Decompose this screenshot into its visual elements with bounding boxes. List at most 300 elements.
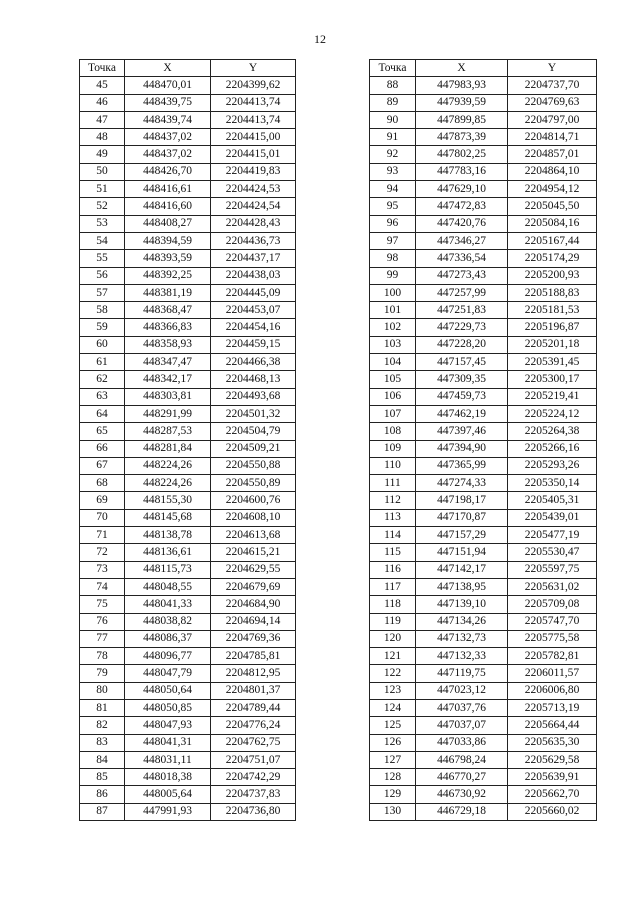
y-coordinate-cell: 2205597,75	[508, 561, 597, 578]
x-coordinate-cell: 448115,73	[125, 561, 211, 578]
x-coordinate-cell: 446798,24	[416, 751, 508, 768]
table-row	[80, 457, 296, 474]
x-coordinate-cell: 448041,31	[125, 734, 211, 751]
y-coordinate-cell: 2206011,57	[508, 665, 597, 682]
table-row	[80, 129, 296, 146]
x-coordinate-cell: 448048,55	[125, 578, 211, 595]
point-number-cell: 66	[80, 440, 125, 457]
y-coordinate-cell: 2205045,50	[508, 198, 597, 215]
table-row	[370, 423, 597, 440]
x-coordinate-cell: 448047,93	[125, 717, 211, 734]
point-number-cell: 73	[80, 561, 125, 578]
x-coordinate-cell: 448136,61	[125, 544, 211, 561]
y-coordinate-cell: 2205350,14	[508, 475, 597, 492]
x-coordinate-cell: 447420,76	[416, 215, 508, 232]
x-coordinate-cell: 447132,33	[416, 648, 508, 665]
point-number-cell: 55	[80, 250, 125, 267]
table-row	[80, 717, 296, 734]
table-row	[80, 354, 296, 371]
x-coordinate-cell: 448050,85	[125, 699, 211, 716]
x-coordinate-cell: 448342,17	[125, 371, 211, 388]
point-number-cell: 101	[370, 302, 416, 319]
coordinates-table-right	[369, 59, 597, 821]
point-number-cell: 114	[370, 527, 416, 544]
table-row	[80, 769, 296, 786]
point-number-cell: 97	[370, 232, 416, 249]
x-coordinate-cell: 447023,12	[416, 682, 508, 699]
x-coordinate-cell: 448287,53	[125, 423, 211, 440]
y-coordinate-cell: 2204509,21	[211, 440, 296, 457]
point-number-cell: 61	[80, 354, 125, 371]
x-coordinate-cell: 448303,81	[125, 388, 211, 405]
x-coordinate-cell: 448408,27	[125, 215, 211, 232]
x-coordinate-cell: 448393,59	[125, 250, 211, 267]
table-row	[80, 613, 296, 630]
table-row	[370, 232, 597, 249]
x-coordinate-cell: 448281,84	[125, 440, 211, 457]
coordinates-table-left	[79, 59, 296, 821]
y-coordinate-cell: 2204684,90	[211, 596, 296, 613]
point-number-cell: 92	[370, 146, 416, 163]
table-row	[80, 648, 296, 665]
x-coordinate-cell: 448086,37	[125, 630, 211, 647]
point-number-cell: 82	[80, 717, 125, 734]
x-coordinate-cell: 448224,26	[125, 475, 211, 492]
table-row	[370, 475, 597, 492]
x-coordinate-cell: 447629,10	[416, 181, 508, 198]
y-coordinate-cell: 2205629,58	[508, 751, 597, 768]
y-coordinate-cell: 2204608,10	[211, 509, 296, 526]
y-coordinate-cell: 2204600,76	[211, 492, 296, 509]
table-row	[370, 630, 597, 647]
table-row	[80, 405, 296, 422]
table-row	[370, 734, 597, 751]
point-number-cell: 98	[370, 250, 416, 267]
point-number-cell: 116	[370, 561, 416, 578]
point-number-cell: 86	[80, 786, 125, 803]
table-row	[370, 665, 597, 682]
table-row	[80, 630, 296, 647]
table-row	[80, 440, 296, 457]
point-number-cell: 104	[370, 354, 416, 371]
x-coordinate-cell: 447033,86	[416, 734, 508, 751]
table-row	[80, 561, 296, 578]
point-number-cell: 76	[80, 613, 125, 630]
point-number-cell: 100	[370, 284, 416, 301]
x-coordinate-cell: 448096,77	[125, 648, 211, 665]
table-row	[80, 198, 296, 215]
y-coordinate-cell: 2204550,89	[211, 475, 296, 492]
point-number-cell: 47	[80, 111, 125, 128]
point-number-cell: 53	[80, 215, 125, 232]
x-coordinate-cell: 447134,26	[416, 613, 508, 630]
table-row	[80, 215, 296, 232]
x-coordinate-cell: 447151,94	[416, 544, 508, 561]
x-coordinate-cell: 447802,25	[416, 146, 508, 163]
column-header-point: Точка	[80, 60, 125, 77]
y-coordinate-cell: 2205635,30	[508, 734, 597, 751]
y-coordinate-cell: 2205293,26	[508, 457, 597, 474]
table-row	[370, 198, 597, 215]
y-coordinate-cell: 2205196,87	[508, 319, 597, 336]
y-coordinate-cell: 2205530,47	[508, 544, 597, 561]
y-coordinate-cell: 2204459,15	[211, 336, 296, 353]
table-row	[370, 405, 597, 422]
table-row	[370, 388, 597, 405]
y-coordinate-cell: 2205391,45	[508, 354, 597, 371]
x-coordinate-cell: 448347,47	[125, 354, 211, 371]
point-number-cell: 118	[370, 596, 416, 613]
table-row	[370, 94, 597, 111]
x-coordinate-cell: 448138,78	[125, 527, 211, 544]
table-row	[80, 371, 296, 388]
table-row	[370, 129, 597, 146]
y-coordinate-cell: 2204742,29	[211, 769, 296, 786]
x-coordinate-cell: 448018,38	[125, 769, 211, 786]
point-number-cell: 130	[370, 803, 416, 820]
table-row	[80, 388, 296, 405]
y-coordinate-cell: 2204762,75	[211, 734, 296, 751]
x-coordinate-cell: 447257,99	[416, 284, 508, 301]
table-row	[80, 250, 296, 267]
table-row	[80, 734, 296, 751]
point-number-cell: 58	[80, 302, 125, 319]
x-coordinate-cell: 448224,26	[125, 457, 211, 474]
y-coordinate-cell: 2205219,41	[508, 388, 597, 405]
table-row	[80, 267, 296, 284]
table-row	[370, 596, 597, 613]
y-coordinate-cell: 2206006,80	[508, 682, 597, 699]
table-row	[80, 492, 296, 509]
x-coordinate-cell: 448050,64	[125, 682, 211, 699]
table-row	[80, 232, 296, 249]
point-number-cell: 52	[80, 198, 125, 215]
y-coordinate-cell: 2205747,70	[508, 613, 597, 630]
table-row	[370, 440, 597, 457]
point-number-cell: 69	[80, 492, 125, 509]
y-coordinate-cell: 2205174,29	[508, 250, 597, 267]
point-number-cell: 84	[80, 751, 125, 768]
x-coordinate-cell: 448005,64	[125, 786, 211, 803]
table-row	[80, 111, 296, 128]
x-coordinate-cell: 447229,73	[416, 319, 508, 336]
x-coordinate-cell: 448145,68	[125, 509, 211, 526]
x-coordinate-cell: 447336,54	[416, 250, 508, 267]
y-coordinate-cell: 2204428,43	[211, 215, 296, 232]
table-row	[80, 665, 296, 682]
table-row	[80, 751, 296, 768]
x-coordinate-cell: 447037,76	[416, 699, 508, 716]
x-coordinate-cell: 447394,90	[416, 440, 508, 457]
x-coordinate-cell: 447873,39	[416, 129, 508, 146]
table-row	[370, 457, 597, 474]
x-coordinate-cell: 447228,20	[416, 336, 508, 353]
table-row	[370, 215, 597, 232]
point-number-cell: 108	[370, 423, 416, 440]
y-coordinate-cell: 2204454,16	[211, 319, 296, 336]
y-coordinate-cell: 2204814,71	[508, 129, 597, 146]
y-coordinate-cell: 2205188,83	[508, 284, 597, 301]
table-row	[80, 423, 296, 440]
x-coordinate-cell: 447365,99	[416, 457, 508, 474]
point-number-cell: 102	[370, 319, 416, 336]
table-row	[80, 786, 296, 803]
x-coordinate-cell: 448437,02	[125, 129, 211, 146]
table-row	[370, 336, 597, 353]
column-header-point: Точка	[370, 60, 416, 77]
table-row	[80, 475, 296, 492]
table-row	[80, 77, 296, 94]
table-row	[370, 699, 597, 716]
table-row	[370, 648, 597, 665]
y-coordinate-cell: 2204751,07	[211, 751, 296, 768]
table-row	[80, 336, 296, 353]
table-row	[370, 682, 597, 699]
x-coordinate-cell: 448439,75	[125, 94, 211, 111]
table-row	[370, 578, 597, 595]
point-number-cell: 95	[370, 198, 416, 215]
point-number-cell: 54	[80, 232, 125, 249]
column-header-x: X	[416, 60, 508, 77]
y-coordinate-cell: 2205266,16	[508, 440, 597, 457]
table-row	[370, 803, 597, 820]
x-coordinate-cell: 448437,02	[125, 146, 211, 163]
x-coordinate-cell: 446729,18	[416, 803, 508, 820]
y-coordinate-cell: 2205660,02	[508, 803, 597, 820]
y-coordinate-cell: 2204453,07	[211, 302, 296, 319]
y-coordinate-cell: 2205181,53	[508, 302, 597, 319]
y-coordinate-cell: 2205662,70	[508, 786, 597, 803]
x-coordinate-cell: 448155,30	[125, 492, 211, 509]
table-row	[370, 146, 597, 163]
point-number-cell: 81	[80, 699, 125, 716]
table-row	[370, 717, 597, 734]
point-number-cell: 79	[80, 665, 125, 682]
y-coordinate-cell: 2204413,74	[211, 94, 296, 111]
column-header-x: X	[125, 60, 211, 77]
y-coordinate-cell: 2205264,38	[508, 423, 597, 440]
table-row	[370, 163, 597, 180]
x-coordinate-cell: 447251,83	[416, 302, 508, 319]
y-coordinate-cell: 2205631,02	[508, 578, 597, 595]
table-row	[370, 544, 597, 561]
point-number-cell: 87	[80, 803, 125, 820]
point-number-cell: 71	[80, 527, 125, 544]
y-coordinate-cell: 2204419,83	[211, 163, 296, 180]
point-number-cell: 96	[370, 215, 416, 232]
point-number-cell: 112	[370, 492, 416, 509]
x-coordinate-cell: 447346,27	[416, 232, 508, 249]
point-number-cell: 65	[80, 423, 125, 440]
point-number-cell: 90	[370, 111, 416, 128]
point-number-cell: 121	[370, 648, 416, 665]
x-coordinate-cell: 447472,83	[416, 198, 508, 215]
table-row	[80, 302, 296, 319]
x-coordinate-cell: 448038,82	[125, 613, 211, 630]
x-coordinate-cell: 448416,60	[125, 198, 211, 215]
point-number-cell: 129	[370, 786, 416, 803]
point-number-cell: 117	[370, 578, 416, 595]
y-coordinate-cell: 2204424,53	[211, 181, 296, 198]
table-row	[370, 284, 597, 301]
point-number-cell: 80	[80, 682, 125, 699]
x-coordinate-cell: 448426,70	[125, 163, 211, 180]
table-row	[80, 682, 296, 699]
point-number-cell: 125	[370, 717, 416, 734]
x-coordinate-cell: 447939,59	[416, 94, 508, 111]
x-coordinate-cell: 447198,17	[416, 492, 508, 509]
x-coordinate-cell: 447991,93	[125, 803, 211, 820]
page-number: 12	[314, 32, 326, 46]
y-coordinate-cell: 2205084,16	[508, 215, 597, 232]
table-row	[80, 94, 296, 111]
y-coordinate-cell: 2204424,54	[211, 198, 296, 215]
y-coordinate-cell: 2204769,36	[211, 630, 296, 647]
column-header-y: Y	[508, 60, 597, 77]
point-number-cell: 123	[370, 682, 416, 699]
y-coordinate-cell: 2204466,38	[211, 354, 296, 371]
x-coordinate-cell: 448416,61	[125, 181, 211, 198]
x-coordinate-cell: 448366,83	[125, 319, 211, 336]
y-coordinate-cell: 2204493,68	[211, 388, 296, 405]
table-row	[80, 146, 296, 163]
point-number-cell: 122	[370, 665, 416, 682]
point-number-cell: 88	[370, 77, 416, 94]
table-row	[80, 509, 296, 526]
x-coordinate-cell: 447157,45	[416, 354, 508, 371]
y-coordinate-cell: 2204736,80	[211, 803, 296, 820]
x-coordinate-cell: 448041,33	[125, 596, 211, 613]
point-number-cell: 106	[370, 388, 416, 405]
y-coordinate-cell: 2205639,91	[508, 769, 597, 786]
x-coordinate-cell: 448392,25	[125, 267, 211, 284]
x-coordinate-cell: 448358,93	[125, 336, 211, 353]
table-row	[370, 267, 597, 284]
y-coordinate-cell: 2204797,00	[508, 111, 597, 128]
table-row	[80, 544, 296, 561]
table-row	[370, 250, 597, 267]
point-number-cell: 68	[80, 475, 125, 492]
x-coordinate-cell: 447983,93	[416, 77, 508, 94]
y-coordinate-cell: 2205439,01	[508, 509, 597, 526]
column-header-y: Y	[211, 60, 296, 77]
y-coordinate-cell: 2204812,95	[211, 665, 296, 682]
x-coordinate-cell: 448368,47	[125, 302, 211, 319]
y-coordinate-cell: 2204864,10	[508, 163, 597, 180]
y-coordinate-cell: 2205224,12	[508, 405, 597, 422]
x-coordinate-cell: 448047,79	[125, 665, 211, 682]
table-row	[370, 561, 597, 578]
x-coordinate-cell: 448439,74	[125, 111, 211, 128]
table-row	[370, 613, 597, 630]
point-number-cell: 67	[80, 457, 125, 474]
x-coordinate-cell: 447157,29	[416, 527, 508, 544]
table-row	[80, 181, 296, 198]
point-number-cell: 103	[370, 336, 416, 353]
y-coordinate-cell: 2205300,17	[508, 371, 597, 388]
table-row	[80, 699, 296, 716]
table-row	[370, 509, 597, 526]
x-coordinate-cell: 447037,07	[416, 717, 508, 734]
x-coordinate-cell: 447170,87	[416, 509, 508, 526]
x-coordinate-cell: 447132,73	[416, 630, 508, 647]
y-coordinate-cell: 2205477,19	[508, 527, 597, 544]
y-coordinate-cell: 2205200,93	[508, 267, 597, 284]
y-coordinate-cell: 2204415,01	[211, 146, 296, 163]
point-number-cell: 74	[80, 578, 125, 595]
y-coordinate-cell: 2204399,62	[211, 77, 296, 94]
x-coordinate-cell: 448381,19	[125, 284, 211, 301]
x-coordinate-cell: 447273,43	[416, 267, 508, 284]
table-row	[80, 578, 296, 595]
y-coordinate-cell: 2204550,88	[211, 457, 296, 474]
point-number-cell: 57	[80, 284, 125, 301]
x-coordinate-cell: 448394,59	[125, 232, 211, 249]
point-number-cell: 45	[80, 77, 125, 94]
y-coordinate-cell: 2204857,01	[508, 146, 597, 163]
table-row	[370, 527, 597, 544]
point-number-cell: 124	[370, 699, 416, 716]
table-row	[370, 354, 597, 371]
table-row	[370, 319, 597, 336]
point-number-cell: 56	[80, 267, 125, 284]
x-coordinate-cell: 447138,95	[416, 578, 508, 595]
y-coordinate-cell: 2204769,63	[508, 94, 597, 111]
y-coordinate-cell: 2205713,19	[508, 699, 597, 716]
table-row	[80, 284, 296, 301]
y-coordinate-cell: 2204468,13	[211, 371, 296, 388]
point-number-cell: 46	[80, 94, 125, 111]
point-number-cell: 109	[370, 440, 416, 457]
table-row	[370, 751, 597, 768]
point-number-cell: 105	[370, 371, 416, 388]
point-number-cell: 78	[80, 648, 125, 665]
y-coordinate-cell: 2205664,44	[508, 717, 597, 734]
x-coordinate-cell: 448470,01	[125, 77, 211, 94]
point-number-cell: 77	[80, 630, 125, 647]
y-coordinate-cell: 2204789,44	[211, 699, 296, 716]
y-coordinate-cell: 2204679,69	[211, 578, 296, 595]
y-coordinate-cell: 2205775,58	[508, 630, 597, 647]
table-body-left	[80, 77, 296, 821]
x-coordinate-cell: 447119,75	[416, 665, 508, 682]
point-number-cell: 126	[370, 734, 416, 751]
x-coordinate-cell: 447459,73	[416, 388, 508, 405]
y-coordinate-cell: 2204445,09	[211, 284, 296, 301]
y-coordinate-cell: 2205167,44	[508, 232, 597, 249]
x-coordinate-cell: 447139,10	[416, 596, 508, 613]
point-number-cell: 83	[80, 734, 125, 751]
y-coordinate-cell: 2204504,79	[211, 423, 296, 440]
table-header-row	[80, 60, 296, 77]
table-row	[370, 371, 597, 388]
table-row	[370, 302, 597, 319]
table-row	[80, 596, 296, 613]
y-coordinate-cell: 2204437,17	[211, 250, 296, 267]
y-coordinate-cell: 2204501,32	[211, 405, 296, 422]
point-number-cell: 85	[80, 769, 125, 786]
point-number-cell: 48	[80, 129, 125, 146]
y-coordinate-cell: 2204436,73	[211, 232, 296, 249]
table-row	[370, 181, 597, 198]
table-row	[80, 163, 296, 180]
point-number-cell: 63	[80, 388, 125, 405]
y-coordinate-cell: 2204776,24	[211, 717, 296, 734]
y-coordinate-cell: 2204954,12	[508, 181, 597, 198]
x-coordinate-cell: 447309,35	[416, 371, 508, 388]
point-number-cell: 99	[370, 267, 416, 284]
point-number-cell: 93	[370, 163, 416, 180]
